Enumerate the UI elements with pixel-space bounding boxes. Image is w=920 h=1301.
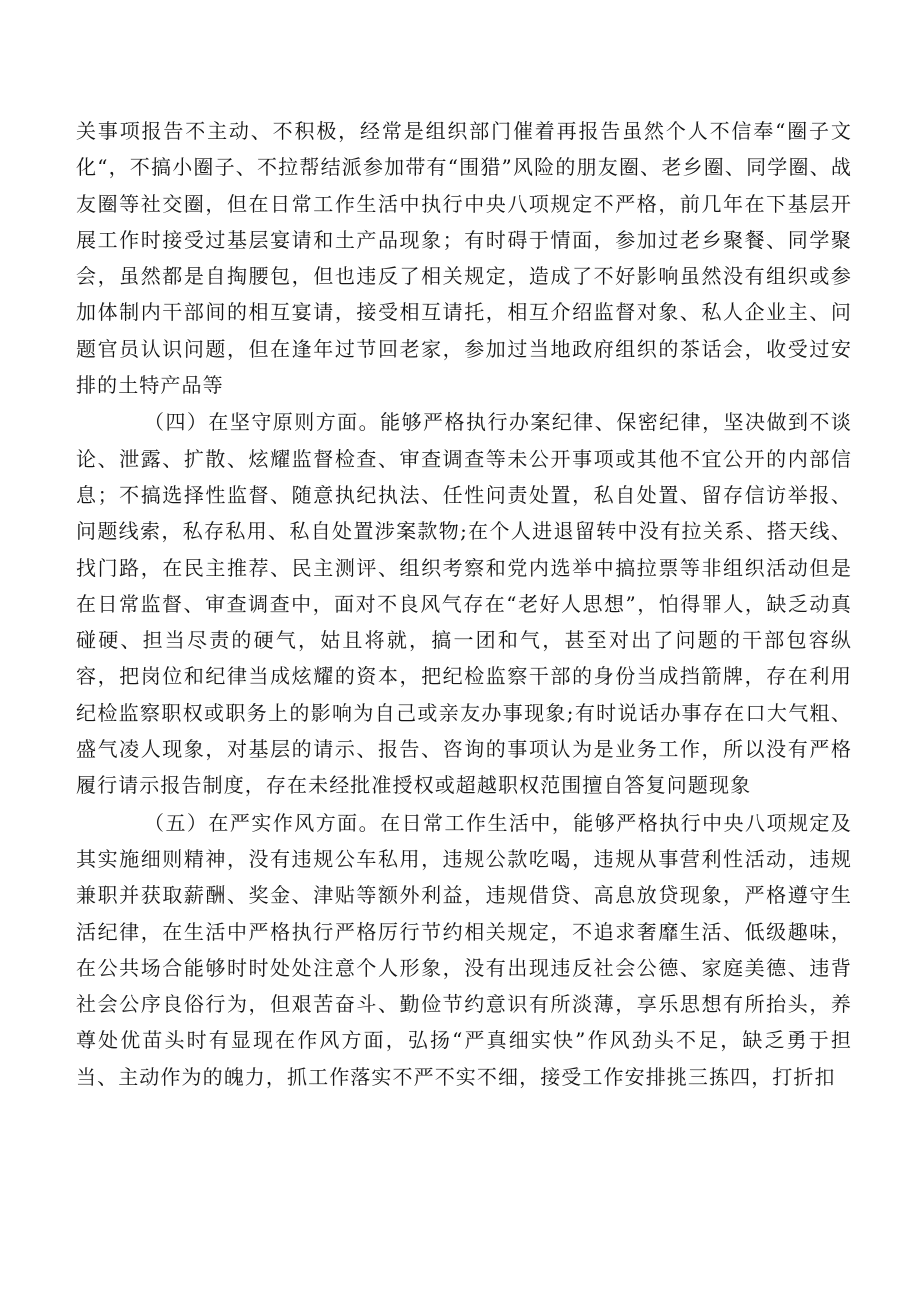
paragraph-section-4: （四）在坚守原则方面。能够严格执行办案纪律、保密纪律，坚决做到不谈论、泄露、扩散、炫耀监督检查、审查调查等未公开事项或其他不宜公开的内部信息；不搞选择性监督、随意执纪执法、任性问责处置，私自处置、留存信访举报、问题线索，私存私用、私自处置涉案款物;在个人进退留转中没有拉关系、搭天线、找门路，在民主推荐、民主测评、组织考察和党内选举中搞拉票等非组织活动但是在日常监督、审查调查中，面对不良风气存在“老好人思想”，怕得罪人，缺乏动真碰硬、担当尽责的硬气，姑且将就，搞一团和气，甚至对出了问题的干部包容纵容，把岗位和纪律当成炫耀的资本，把纪检监察干部的身份当成挡箭牌，存在利用纪检监察职权或职务上的影响为自己或亲友办事现象;有时说话办事存在口大气粗、盛气凌人现象，对基层的请示、报告、咨询的事项认为是业务工作，所以没有严格履行请示报告制度，存在未经批准授权或超越职权范围擅自答复问题现象 (76, 410, 852, 798)
paragraph-continued: 关事项报告不主动、不积极，经常是组织部门催着再报告虽然个人不信奉“圈子文化“，不搞小圈子、不拉帮结派参加带有“围猎”风险的朋友圈、老乡圈、同学圈、战友圈等社交圈，但在日常工作生活中执行中央八项规定不严格，前几年在下基层开展工作时接受过基层宴请和土产品现象；有时碍于情面，参加过老乡聚餐、同学聚会，虽然都是自掏腰包，但也违反了相关规定，造成了不好影响虽然没有组织或参加体制内干部间的相互宴请，接受相互请托，相互介绍监督对象、私人企业主、问题官员认识问题，但在逢年过节回老家，参加过当地政府组织的茶话会，收受过安排的土特产品等 (76, 119, 852, 398)
paragraph-section-5: （五）在严实作风方面。在日常工作生活中，能够严格执行中央八项规定及其实施细则精神，没有违规公车私用，违规公款吃喝，违规从事营利性活动，违规兼职并获取薪酬、奖金、津贴等额外利益，违规借贷、高息放贷现象，严格遵守生活纪律，在生活中严格执行严格厉行节约相关规定，不追求奢靡生活、低级趣味，在公共场合能够时时处处注意个人形象，没有出现违反社会公德、家庭美德、违背社会公序良俗行为，但艰苦奋斗、勤俭节约意识有所淡薄，享乐思想有所抬头，养尊处优苗头时有显现在作风方面，弘扬“严真细实快”作风劲头不足，缺乏勇于担当、主动作为的魄力，抓工作落实不严不实不细，接受工作安排挑三拣四，打折扣 (76, 810, 852, 1089)
document-body (76, 113, 852, 1095)
